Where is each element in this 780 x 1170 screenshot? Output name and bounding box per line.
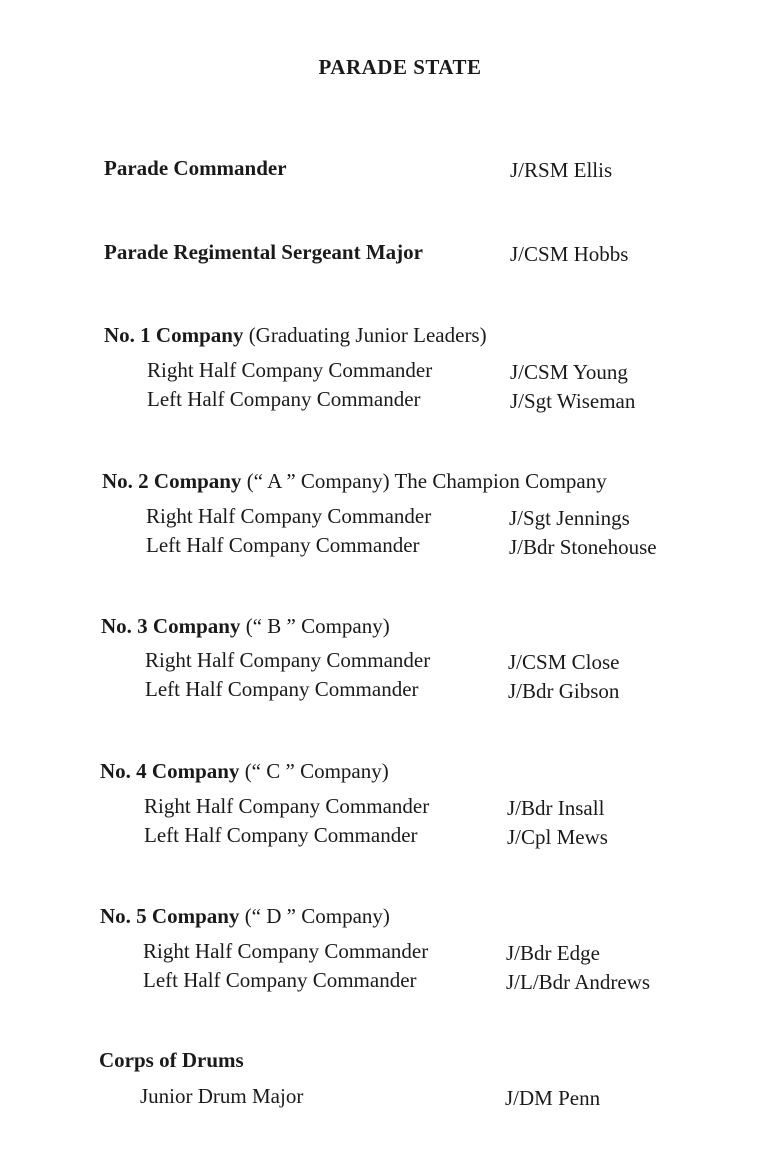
company-4-left-name: J/Cpl Mews	[507, 825, 608, 849]
company-3-heading-line	[101, 614, 390, 638]
drum-major-name: J/DM Penn	[505, 1086, 601, 1110]
drum-major-label: Junior Drum Major	[140, 1084, 304, 1108]
company-1-right-label: Right Half Company Commander	[147, 358, 433, 382]
company-1-heading: No. 1 Company	[104, 323, 244, 347]
company-2-left-label: Left Half Company Commander	[146, 533, 420, 557]
company-3-right-name: J/CSM Close	[508, 650, 620, 674]
company-1-note: (Graduating Junior Leaders)	[243, 323, 487, 347]
company-4-left-label: Left Half Company Commander	[144, 823, 418, 847]
company-5-heading: No. 5 Company	[100, 904, 240, 928]
company-4-right-label: Right Half Company Commander	[144, 794, 430, 818]
company-5-left-label: Left Half Company Commander	[143, 968, 417, 992]
company-2-heading: No. 2 Company	[102, 469, 242, 493]
company-5-right-name: J/Bdr Edge	[506, 941, 600, 965]
company-5-note: (“ D ” Company)	[239, 904, 390, 928]
parade-rsm-name: J/CSM Hobbs	[510, 242, 629, 266]
company-5-heading-line	[100, 904, 390, 928]
company-5-left-name: J/L/Bdr Andrews	[506, 970, 651, 994]
company-4-heading: No. 4 Company	[100, 759, 240, 783]
company-4-right-name: J/Bdr Insall	[507, 796, 605, 820]
page-title: PARADE STATE	[318, 55, 482, 79]
parade-rsm-label: Parade Regimental Sergeant Major	[104, 240, 423, 264]
company-1-left-name: J/Sgt Wiseman	[510, 389, 636, 413]
company-2-right-label: Right Half Company Commander	[146, 504, 432, 528]
company-5-right-label: Right Half Company Commander	[143, 939, 429, 963]
company-4-heading-line	[100, 759, 389, 783]
parade-commander-label: Parade Commander	[104, 156, 287, 180]
company-2-left-name: J/Bdr Stonehouse	[509, 535, 657, 559]
company-4-note: (“ C ” Company)	[239, 759, 389, 783]
parade-commander-name: J/RSM Ellis	[510, 158, 613, 182]
corps-of-drums-heading: Corps of Drums	[99, 1048, 244, 1072]
company-3-right-label: Right Half Company Commander	[145, 648, 431, 672]
company-3-left-name: J/Bdr Gibson	[508, 679, 620, 703]
company-2-right-name: J/Sgt Jennings	[509, 506, 630, 530]
company-2-note: (“ A ” Company) The Champion Company	[241, 469, 607, 493]
company-3-heading: No. 3 Company	[101, 614, 241, 638]
company-3-note: (“ B ” Company)	[240, 614, 390, 638]
company-1-left-label: Left Half Company Commander	[147, 387, 421, 411]
company-1-heading-line	[104, 323, 487, 347]
company-3-left-label: Left Half Company Commander	[145, 677, 419, 701]
company-2-heading-line	[102, 469, 607, 493]
company-1-right-name: J/CSM Young	[510, 360, 628, 384]
